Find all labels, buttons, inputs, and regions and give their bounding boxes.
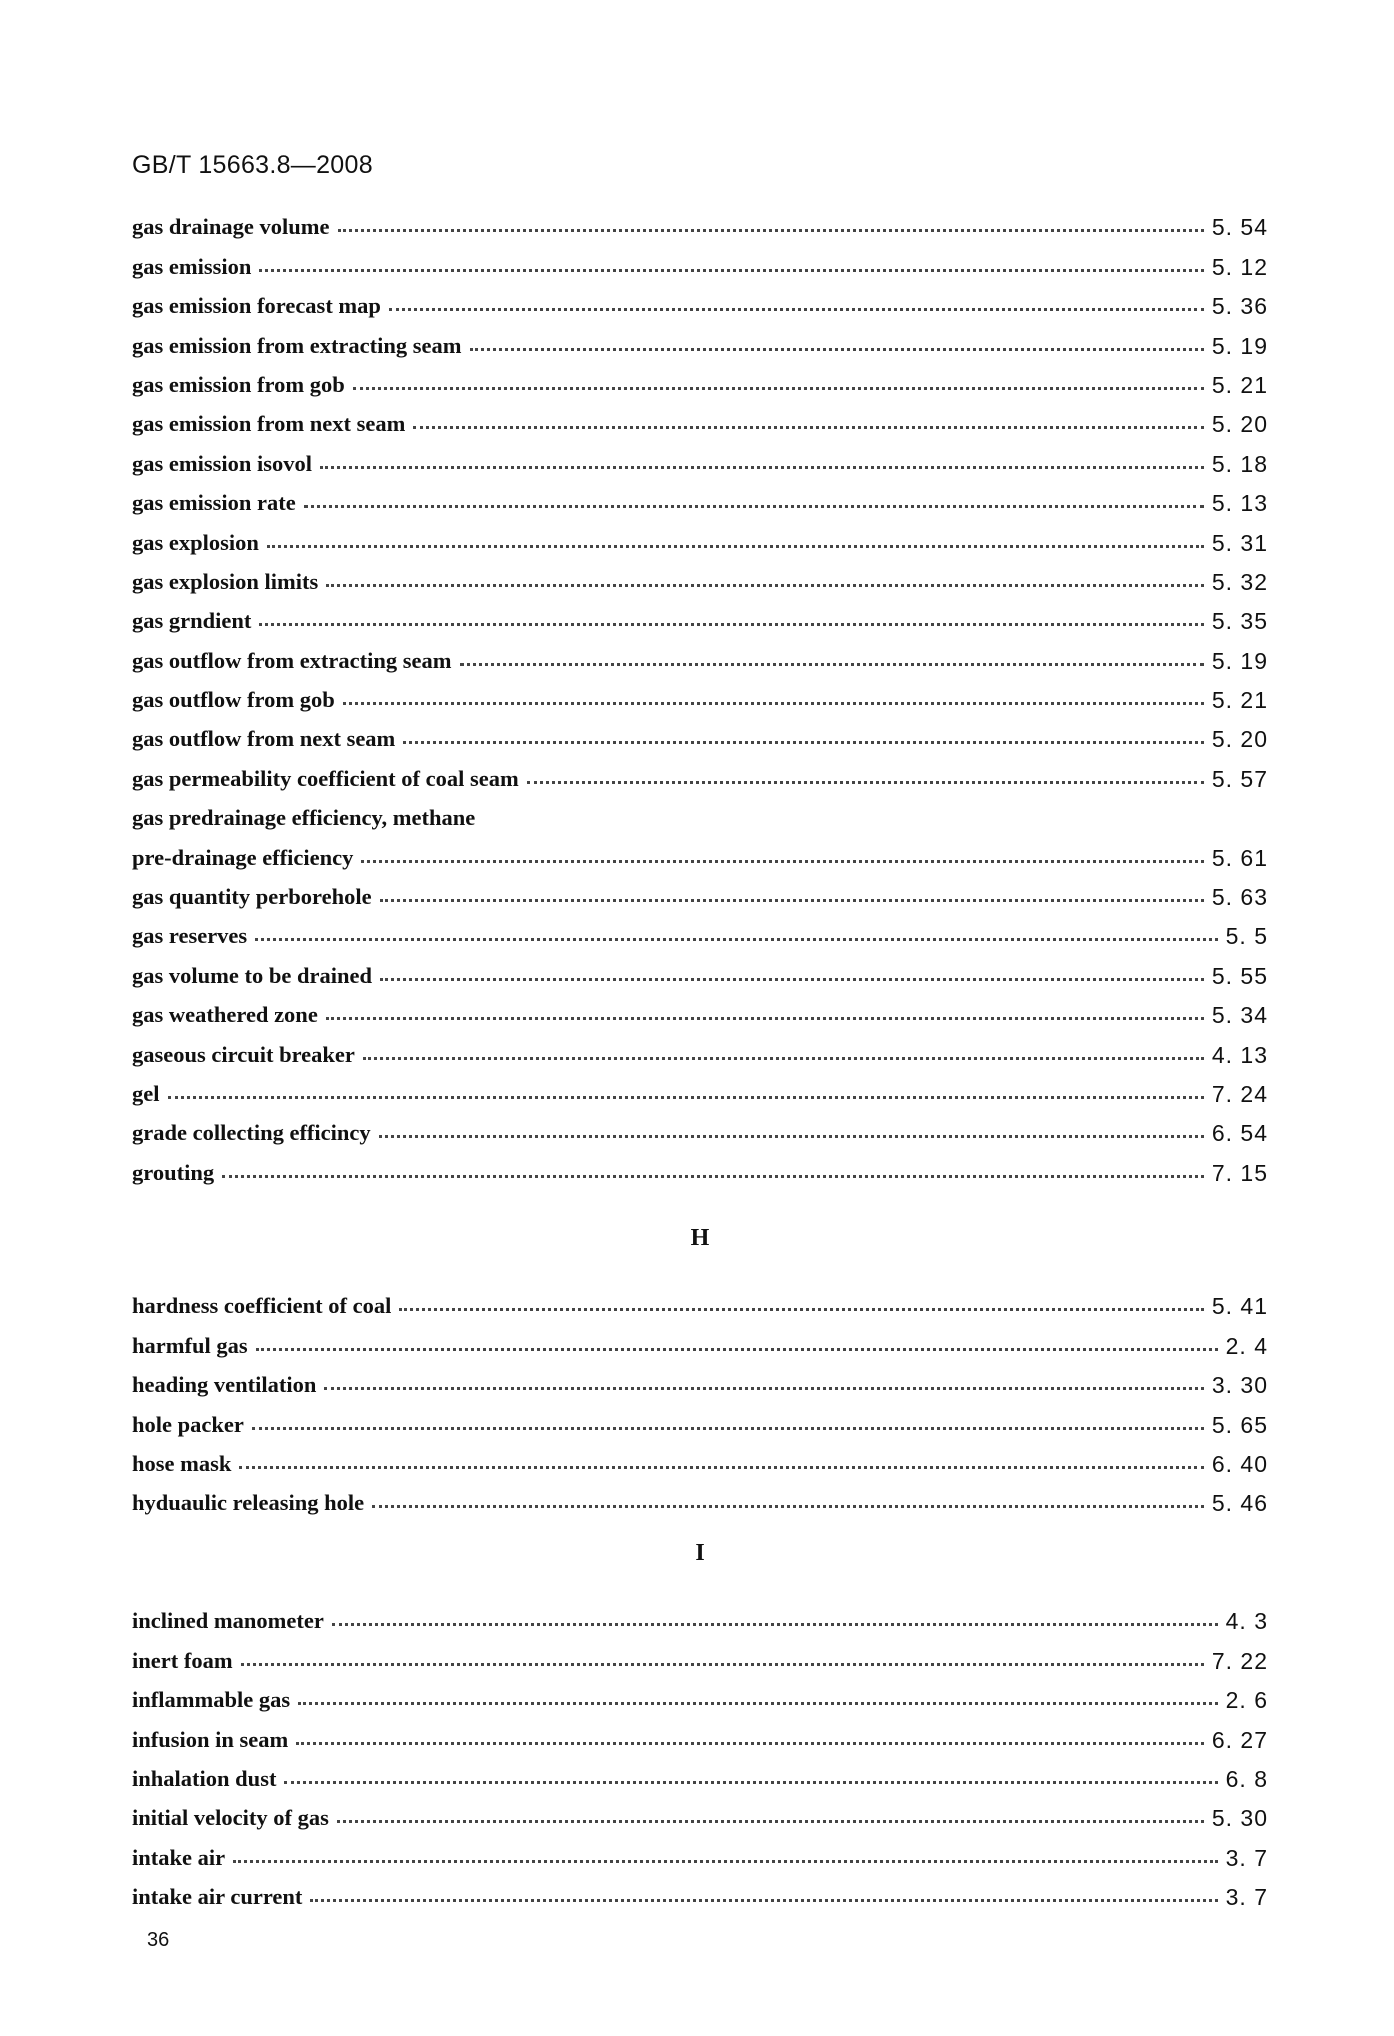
index-entry [132, 597, 1268, 636]
index-page-ref: 5. 21 [1211, 687, 1268, 714]
index-term: pre-drainage efficiency [132, 844, 354, 870]
index-entry [132, 676, 1268, 715]
index-page-ref: 6. 27 [1211, 1726, 1268, 1753]
dot-leader [337, 1820, 1204, 1823]
index-entry [132, 1361, 1268, 1400]
index-page-ref: 5. 55 [1211, 962, 1268, 989]
index-page-ref: 2. 6 [1225, 1687, 1268, 1714]
index-entry [132, 1715, 1268, 1754]
index-page-ref: 4. 13 [1211, 1041, 1268, 1068]
index-term: gel [132, 1080, 160, 1106]
index-page-ref: 2. 4 [1225, 1332, 1268, 1359]
index-term: heading ventilation [132, 1372, 317, 1398]
index-term: gas emission from extracting seam [132, 332, 462, 358]
index-term: gas emission from gob [132, 371, 345, 397]
index-entry [132, 833, 1268, 872]
dot-leader [343, 702, 1204, 705]
index-entry [132, 912, 1268, 951]
dot-leader [338, 229, 1204, 232]
index-entry [132, 1794, 1268, 1833]
index-section-h [132, 1282, 1268, 1518]
index-page-ref: 5. 13 [1211, 490, 1268, 517]
index-term: grade collecting efficincy [132, 1120, 371, 1146]
index-term: inert foam [132, 1647, 233, 1673]
index-entry [132, 991, 1268, 1030]
index-entry [132, 1479, 1268, 1518]
index-entry [132, 1321, 1268, 1360]
dot-leader [259, 269, 1203, 272]
index-term: hardness coefficient of coal [132, 1293, 392, 1319]
index-page-ref: 6. 8 [1225, 1765, 1268, 1792]
index-entry [132, 1873, 1268, 1912]
dot-leader [296, 1742, 1204, 1745]
dot-leader [353, 387, 1204, 390]
dot-leader [320, 466, 1204, 469]
dot-leader [298, 1702, 1217, 1705]
dot-leader [403, 741, 1204, 744]
dot-leader [379, 1135, 1204, 1138]
index-entry [132, 400, 1268, 439]
index-term: intake air current [132, 1884, 303, 1910]
index-entry [132, 321, 1268, 360]
index-page-ref: 3. 7 [1225, 1844, 1268, 1871]
dot-leader [363, 1057, 1204, 1060]
index-term: infusion in seam [132, 1726, 289, 1752]
index-term: gas predrainage efficiency, methane [132, 805, 476, 831]
index-term: gas outflow from extracting seam [132, 647, 452, 673]
index-section-i [132, 1597, 1268, 1912]
dot-leader [470, 348, 1204, 351]
dot-leader [310, 1899, 1217, 1902]
index-page-ref: 5. 18 [1211, 450, 1268, 477]
index-term: initial velocity of gas [132, 1805, 329, 1831]
index-entry [132, 1833, 1268, 1872]
index-entry [132, 439, 1268, 478]
index-page-ref: 5. 21 [1211, 371, 1268, 398]
index-page-ref: 5. 30 [1211, 1805, 1268, 1832]
index-page-ref: 5. 20 [1211, 726, 1268, 753]
index-term: gas emission [132, 253, 252, 279]
index-term: gas emission forecast map [132, 293, 381, 319]
index-entry [132, 1400, 1268, 1439]
dot-leader [168, 1096, 1204, 1099]
index-term: gas permeability coefficient of coal seam [132, 765, 519, 791]
index-page-ref: 5. 36 [1211, 293, 1268, 320]
index-term: gas quantity perborehole [132, 884, 372, 910]
dot-leader [241, 1663, 1204, 1666]
dot-leader [399, 1308, 1204, 1311]
index-page-ref: 7. 24 [1211, 1080, 1268, 1107]
index-page-ref: 5. 20 [1211, 411, 1268, 438]
index-term: gas explosion [132, 529, 259, 555]
dot-leader [304, 505, 1204, 508]
dot-leader [413, 426, 1204, 429]
index-section-g [132, 203, 1268, 1188]
dot-leader [361, 860, 1203, 863]
dot-leader [256, 1348, 1218, 1351]
index-page-ref: 5. 32 [1211, 568, 1268, 595]
section-heading-i: I [695, 1540, 705, 1566]
index-term: gas reserves [132, 923, 248, 949]
index-term: hyduaulic releasing hole [132, 1490, 365, 1516]
dot-leader [252, 1427, 1204, 1430]
standard-header: GB/T 15663.8—2008 [132, 151, 373, 179]
index-entry [132, 873, 1268, 912]
index-page-ref: 5. 19 [1211, 332, 1268, 359]
index-entry [132, 558, 1268, 597]
index-entry [132, 203, 1268, 242]
index-page-ref: 5. 46 [1211, 1490, 1268, 1517]
index-page-ref: 7. 15 [1211, 1159, 1268, 1186]
index-term: gas drainage volume [132, 214, 330, 240]
index-entry [132, 1676, 1268, 1715]
index-entry [132, 282, 1268, 321]
index-entry [132, 1440, 1268, 1479]
dot-leader [332, 1623, 1218, 1626]
index-entry [132, 1070, 1268, 1109]
index-page-ref: 5. 41 [1211, 1293, 1268, 1320]
index-term: gas emission from next seam [132, 411, 406, 437]
index-entry [132, 715, 1268, 754]
index-page-ref: 5. 61 [1211, 844, 1268, 871]
index-term: gaseous circuit breaker [132, 1041, 355, 1067]
index-term: inclined manometer [132, 1608, 324, 1634]
dot-leader [239, 1466, 1203, 1469]
index-page-ref: 6. 54 [1211, 1120, 1268, 1147]
index-entry [132, 1755, 1268, 1794]
dot-leader [380, 899, 1204, 902]
index-page-ref: 5. 57 [1211, 765, 1268, 792]
index-page-ref: 5. 34 [1211, 1002, 1268, 1029]
index-page-ref: 5. 35 [1211, 608, 1268, 635]
index-page-ref: 5. 65 [1211, 1411, 1268, 1438]
index-page-ref: 6. 40 [1211, 1450, 1268, 1477]
index-entry [132, 1282, 1268, 1321]
dot-leader [326, 1017, 1204, 1020]
index-entry [132, 1636, 1268, 1675]
index-page-ref: 3. 7 [1225, 1884, 1268, 1911]
index-entry [132, 1148, 1268, 1187]
index-page-ref: 5. 54 [1211, 214, 1268, 241]
index-entry [132, 636, 1268, 675]
index-page-ref: 5. 12 [1211, 253, 1268, 280]
dot-leader [233, 1860, 1218, 1863]
index-entry [132, 951, 1268, 990]
page-number: 36 [147, 1929, 170, 1951]
index-term: gas outflow from gob [132, 687, 335, 713]
index-entry [132, 479, 1268, 518]
index-term: grouting [132, 1159, 215, 1185]
index-entry [132, 794, 1268, 833]
dot-leader [222, 1175, 1204, 1178]
index-entry [132, 754, 1268, 793]
index-page-ref: 5. 19 [1211, 647, 1268, 674]
dot-leader [267, 545, 1204, 548]
dot-leader [255, 938, 1217, 941]
index-term: gas outflow from next seam [132, 726, 396, 752]
index-page-ref: 4. 3 [1225, 1608, 1268, 1635]
index-page-ref: 3. 30 [1211, 1372, 1268, 1399]
index-page-ref: 5. 63 [1211, 884, 1268, 911]
index-term: inhalation dust [132, 1765, 277, 1791]
dot-leader [380, 978, 1204, 981]
index-entry [132, 361, 1268, 400]
dot-leader [460, 663, 1204, 666]
index-term: hole packer [132, 1411, 244, 1437]
index-entry [132, 242, 1268, 281]
index-term: inflammable gas [132, 1687, 291, 1713]
index-page-ref: 7. 22 [1211, 1647, 1268, 1674]
index-term: gas emission rate [132, 490, 296, 516]
index-entry [132, 1597, 1268, 1636]
index-term: gas weathered zone [132, 1002, 318, 1028]
index-entry [132, 1109, 1268, 1148]
index-term: gas grndient [132, 608, 252, 634]
dot-leader [389, 308, 1204, 311]
section-heading-h: H [690, 1225, 710, 1251]
index-term: gas explosion limits [132, 568, 319, 594]
dot-leader [326, 584, 1204, 587]
dot-leader [259, 623, 1203, 626]
index-term: intake air [132, 1844, 226, 1870]
dot-leader [372, 1505, 1204, 1508]
index-term: hose mask [132, 1450, 232, 1476]
index-term: harmful gas [132, 1332, 248, 1358]
dot-leader [527, 781, 1204, 784]
index-term: gas volume to be drained [132, 962, 373, 988]
index-entry [132, 518, 1268, 557]
index-term: gas emission isovol [132, 450, 313, 476]
index-page-ref: 5. 5 [1225, 923, 1268, 950]
index-entry [132, 1030, 1268, 1069]
dot-leader [324, 1387, 1203, 1390]
index-page-ref: 5. 31 [1211, 529, 1268, 556]
dot-leader [284, 1781, 1217, 1784]
